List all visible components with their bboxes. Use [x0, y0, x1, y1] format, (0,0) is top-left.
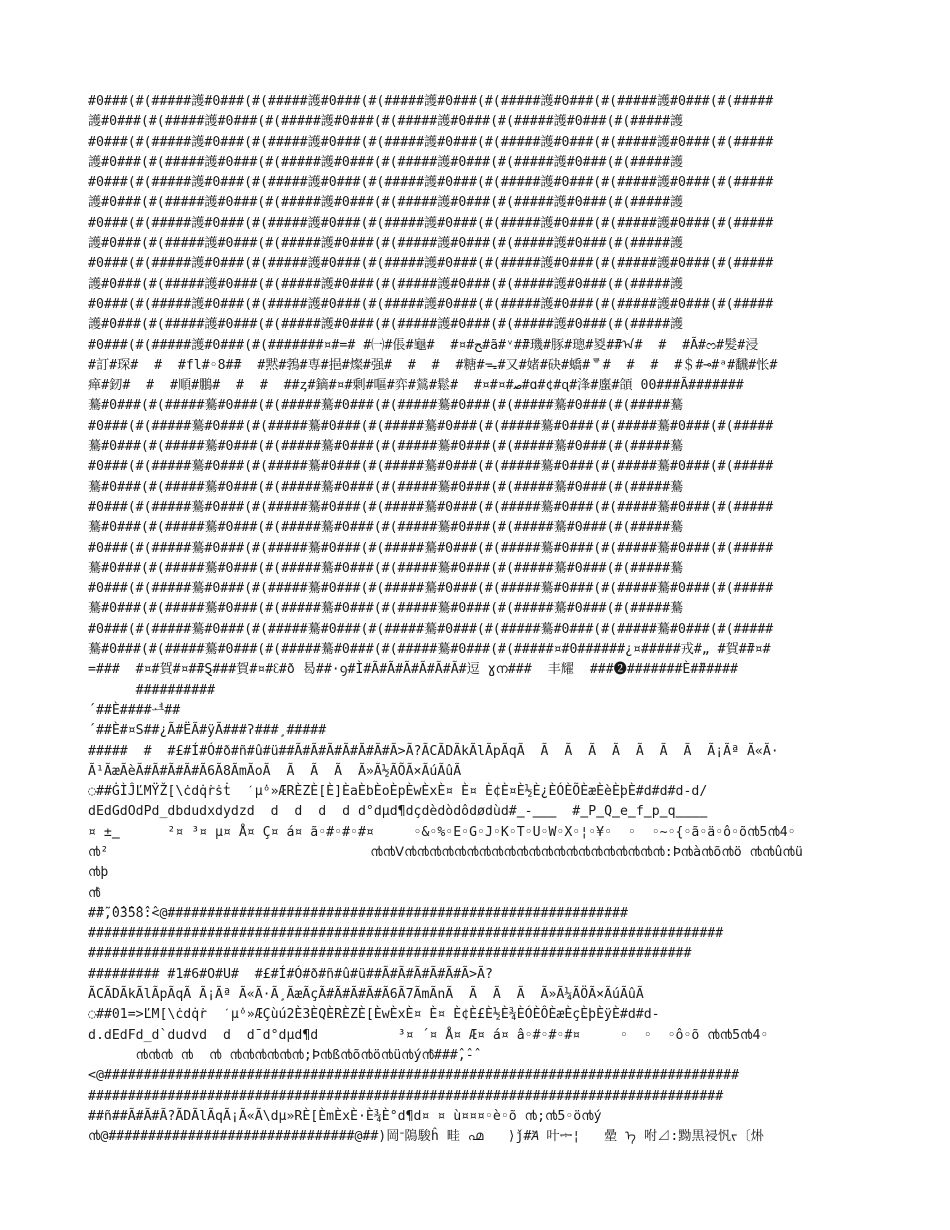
garbled-text-block	[88, 92, 868, 1147]
text-line: #0###(#(#####驀#0###(#(#####驀#0###(#(#####驀#0###(#(#####驀#0###(#(#####驀#0###(#(#####	[88, 499, 774, 515]
text-line: ¤ ±‗ ²¤ ³¤ µ¤ Å¤ Ç¤ á¤ ã◦#◦#◦#¤ ◦&◦%◦E◦G◦J◦K◦T◦U◦W◦X◦¦◦¥◦ ◦ ◦~◦{◦ã◦ä◦ô◦õ൯5൯4◦	[88, 824, 796, 840]
text-line: #0###(#(#####護#0###(#(#####護#0###(#(#####護#0###(#(#####護#0###(#(#####護#0###(#(#####	[88, 94, 774, 109]
text-line: #0###(#(#####護#0###(#(#####護#0###(#(#####護#0###(#(#####護#0###(#(#####護#0###(#(#####	[88, 215, 774, 231]
text-line: 驀#0###(#(#####驀#0###(#(#####驀#0###(#(#####驀#0###(#(#####驀#0###(#(#####驀	[88, 601, 684, 617]
text-line: 護#0###(#(#####護#0###(#(#####護#0###(#(#####護#0###(#(#####護#0###(#(#####護	[88, 276, 684, 292]
text-line: ൯@###############################@##)岡ᐨ隝駿ĥ 畦 ൶ ⟩ǰ#Ꞻ 叶ᆃ¦ 曐 ᡝ 咐⊿:黝黒祲忛ᡪ〔烞	[88, 1129, 764, 1145]
text-line: 護#0###(#(#####護#0###(#(#####護#0###(#(#####護#0###(#(#####護#0###(#(#####護	[88, 154, 684, 170]
text-line: #0###(#(#####驀#0###(#(#####驀#0###(#(#####驀#0###(#(#####驀#0###(#(#####驀#0###(#(#####	[88, 621, 774, 637]
text-line: ൯² ൯൯ⴸ൯൯൯൯൯൯൯൯൯൯൯൯൯൯൯൯൯൯൯൯൯:Þ൯à൯õ൯ö ൯൯û൯ü	[88, 844, 803, 860]
text-line: #0###(#(#####護#0###(#(#####護#0###(#(#####護#0###(#(#####護#0###(#(#####護#0###(#(#####	[88, 296, 774, 312]
text-line: ##### # #£#Í#Ó#ð#ñ#û#ü##Ã#Ã#Ã#Ã#Ã#Ã#Ã>Ã?ÃCÃDÃkÃlÃpÃqÃ Ã Ã Ã Ã Ã Ã Ã Ã¡Ãª Ã«Ã·	[88, 743, 779, 759]
text-line: #0###(#(#####護#0###(#(#####護#0###(#(#####護#0###(#(#####護#0###(#(#####護#0###(#(#####	[88, 256, 774, 272]
text-line: Ã¹ÃæÃèÃ#Ã#Ã#Ã#Ã6Ã8ÃmÃoÃ Ã Ã Ã Ã»Ã½ÃÕÃ×ÃúÃûÃ	[88, 763, 462, 779]
text-line: 驀#0###(#(#####驀#0###(#(#####驀#0###(#(#####驀#0###(#(#####驀#0###(#(#####驀	[88, 560, 684, 576]
text-line: ################################################################################	[88, 1088, 724, 1104]
text-line: 瘅#釰# # #順#鵬# # # ##ᶎ#鏑#¤#剰#嘔#弈#鶑#鬆# #¤#¤#ﺻ#ɑ#¢#ɋ#浲#螷#頜 00###Ã#######	[88, 378, 744, 394]
text-line: #0###(#(#####驀#0###(#(#####驀#0###(#(#####驀#0###(#(#####驀#0###(#(#####驀#0###(#(#####	[88, 540, 774, 556]
text-line: ######### #1#6#O#U# #£#Í#Ó#ð#ñ#û#ü##Ã#Ã#Ã#Ã#Ã#Ã>Ã?	[88, 966, 493, 982]
text-line: ÃCÃDÃkÃlÃpÃqÃ Ã¡Ãª Ã«Ã·Ã¸ÃæÃçÃ#Ã#Ã#Ã#Ã6Ã7ÃmÃnÃ Ã Ã Ã Ã»Ã¼ÃÖÃ×ÃúÃûÃ	[88, 987, 644, 1003]
text-line: 護#0###(#(#####護#0###(#(#####護#0###(#(#####護#0###(#(#####護#0###(#(#####護	[88, 236, 684, 252]
text-line: 驀#0###(#(#####驀#0###(#(#####驀#0###(#(#####驀#0###(#(#####驀#0###(#(#####驀	[88, 398, 684, 414]
text-line: #0###(#(#####護#0###(#(#####護#0###(#(#####護#0###(#(#####護#0###(#(#####護#0###(#(#####	[88, 134, 774, 150]
text-line: <@################################################################################	[88, 1068, 740, 1084]
text-line: #0###(#(#####驀#0###(#(#####驀#0###(#(#####驀#0###(#(#####驀#0###(#(#####驀#0###(#(#####	[88, 459, 774, 475]
text-line: 護#0###(#(#####護#0###(#(#####護#0###(#(#####護#0###(#(#####護#0###(#(#####護	[88, 114, 684, 130]
text-line: ◌##ĠÌĴĽMŸŽ[\ċdq̇ṙṡṫ ˊµ̇ᵒ»ÆRÈZÈ[È]ÈaÈbÈoÈpÈwÈxÈ¤ È¤ È¢È¤È½È¿ÈÓÈÕÈæÈèÈþÈ#d#d#d-d/	[88, 784, 708, 800]
text-line: #̃#̃,̂0̂3̂5̂8̂̂:̂<@##########################################################	[88, 905, 628, 921]
text-line: ´##È#¤S##¿Ã#ËÃ#ÿÃ###ʔ###¸#####	[88, 723, 327, 739]
text-line: ############################################################################	[88, 946, 692, 962]
text-line: ################################################################################	[88, 926, 724, 942]
text-line: ൯̂	[88, 885, 101, 901]
text-line: =### #¤#賀#¤#̄#Ȿ###賀#¤#ᦷ#ð 曷##·ꝯ#Ì#Ã#Ã#Ã#Ã#Ã#Ã#逗 ɣന### 丰耀 ###❷#######È#̃#####	[88, 662, 738, 678]
text-line: 護#0###(#(#####護#0###(#(#####護#0###(#(#####護#0###(#(#####護#0###(#(#####護	[88, 317, 684, 333]
text-line: dEdGdOdPd_dbdudxdydzd d d d d d°dµd¶dçdèdòdôdødùd#‗-‗‗‗ #‗P‗Q‗e‗f‗p‗q‗‗‗‗	[88, 804, 708, 820]
text-line: 護#0###(#(#####護#0###(#(#####護#0###(#(#####護#0###(#(#####護#0###(#(#####護	[88, 195, 684, 211]
text-line: ##########	[88, 682, 216, 698]
text-line: ◌##01=>ĽM[\ċdq̇ṙ ˊµ̇ᵒ»ÆÇùú2È3ÈQÈRÈZÈ[ÈwÈxÈ¤ È¤ È¢È£È½È¾ÈÓÈÔÈæÈçÈþÈÿÈ#d#d-	[88, 1007, 660, 1023]
text-line: 驀#0###(#(#####驀#0###(#(#####驀#0###(#(#####驀#0###(#(#####驀#0###(#(#####驀	[88, 439, 684, 455]
text-line: ##ñ##Ã#Ã#Ã?ÃDÃlÃqÃ¡Ã«Ã\dµ»RÈ[ÈmÈxÈ·È¾È°d¶d¤ ¤ ù¤¤¤◦è◦õ ൯;൯5◦ö൯ý	[88, 1108, 602, 1124]
text-line: d.dEdFd_d`dudvd d d¯d°dµd¶d ³¤ ´¤ Å¤ Æ¤ á¤ â◦#◦#◦#¤ ◦ ◦ ◦ô◦õ ൯൯5൯4◦	[88, 1027, 769, 1043]
text-line: 驀#0###(#(#####驀#0###(#(#####驀#0###(#(#####驀#0###(#(#####驀#0###(#(#####驀	[88, 479, 684, 495]
text-line: #訂#琛# # #fl#◦8#̄# #黙#鵓#専#挹#燦#强# # # #糖#ᯓ#又#媎#砄#蟜#ᄛ# # # #＄#⊸#ᵃ#飜#怅#	[88, 357, 778, 373]
text-line: ൯൯൯ ൯ ൯ ൯൯൯൯൯൯;Þ൯ß൯õ൯ö൯ü൯ý൯̂###̂,̂-̂	[88, 1047, 474, 1063]
text-line: ´##È####ᅽ##	[88, 702, 181, 718]
text-line: 驀#0###(#(#####驀#0###(#(#####驀#0###(#(#####驀#0###(#(#####驀#0###(#(#####驀	[88, 520, 684, 536]
text-line: ൯þ	[88, 865, 109, 881]
text-line: #0###(#(#####驀#0###(#(#####驀#0###(#(#####驀#0###(#(#####驀#0###(#(#####驀#0###(#(#####	[88, 581, 774, 597]
text-line: #0###(#(#####護#0###(#(#####護#0###(#(#####護#0###(#(#####護#0###(#(#####護#0###(#(#####	[88, 175, 774, 191]
text-line: #0###(#(#####護#0###(#(#######¤#=# #㈠#倀#龜# #¤#ﺢ#ã#ᵛ#̄#璣#豚#璁#㚇#̄#ᠠ# # #Ã#ᦂ#髪#浸	[88, 337, 759, 353]
text-line: #0###(#(#####驀#0###(#(#####驀#0###(#(#####驀#0###(#(#####驀#0###(#(#####驀#0###(#(#####	[88, 418, 774, 434]
text-line: 驀#0###(#(#####驀#0###(#(#####驀#0###(#(#####驀#0###(#(#####¤#0######¿¤#####戎#„ #賀#̄#¤#	[88, 642, 771, 658]
